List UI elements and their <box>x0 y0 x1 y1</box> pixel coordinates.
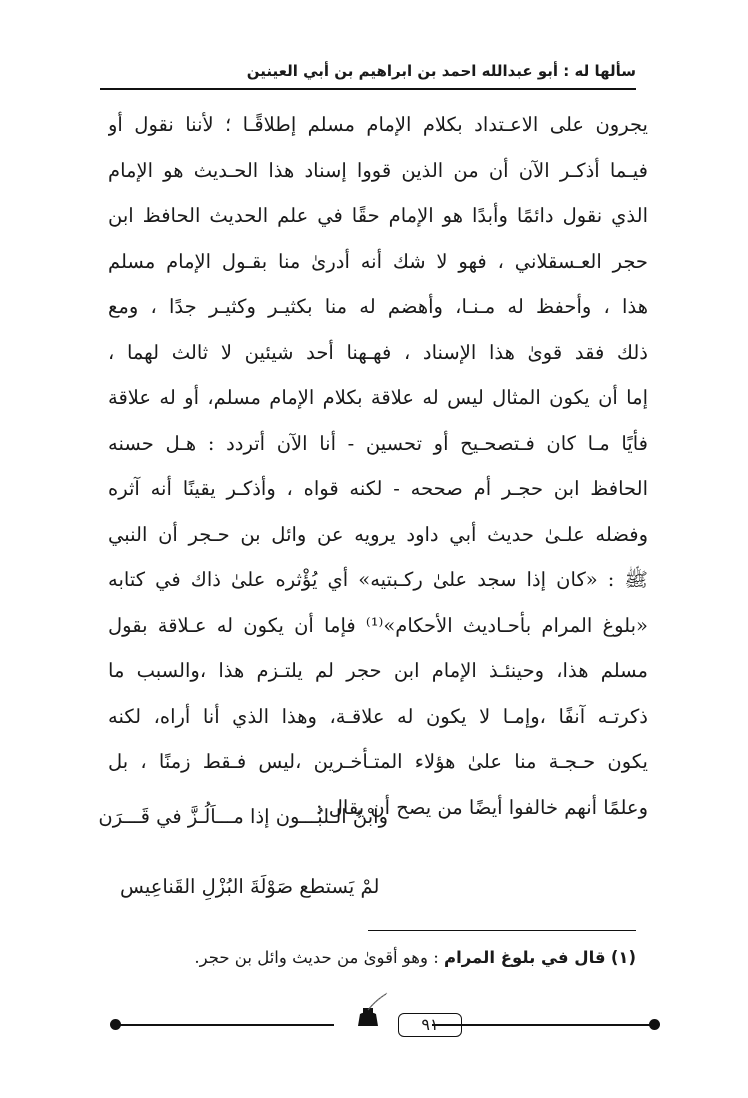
text-line: إما أن يكون المثال ليس له علاقة بكلام الإمام مسلم، أو له علاقة <box>108 386 648 409</box>
header-rule <box>100 88 636 90</box>
text-line: ذكرتـه آنفًا ،وإمـا لا يكون له علاقـة، وهذا الذي أنا أراه، لكنه <box>108 704 648 728</box>
verse-first-hemistich: وابْنُ الـلبُـــون إذا مـــاَلُـزَّ في قَـــرَن <box>98 805 388 828</box>
footnote-text: : وهو أقوىٰ من حديث وائل بن حجر. <box>194 948 439 967</box>
footer-line-right <box>432 1024 652 1026</box>
page-footer <box>110 1010 660 1040</box>
inkwell-icon <box>348 992 388 1028</box>
main-text <box>108 102 648 830</box>
verse-second-hemistich: لمْ يَستطع صَوْلَةَ البُزْلِ القَناعِيس <box>120 875 380 898</box>
running-header <box>100 62 636 92</box>
footnote-rule <box>368 930 636 931</box>
text-line: الذي نقول دائمًا وأبدًا هو الإمام حقًا في علم الحديث الحافظ ابن <box>108 204 648 227</box>
text-line: الحافظ ابن حجـر أم صححه - لكنه قواه ، وأذكـر يقينًا أنه آثره <box>108 477 648 500</box>
text-line: وعلمًا أنهم خالفوا أيضًا من يصح أن يقال : <box>315 795 648 819</box>
footer-dot-right <box>649 1019 660 1030</box>
text-line: «بلوغ المرام بأحـاديث الأحكام»⁽¹⁾ فإما أن يكون له عـلاقة بقول <box>108 613 648 637</box>
text-line: ذلك فقد قوىٰ هذا الإسناد ، فهـهنا أحد شيئين لا ثالث لهما ، <box>108 340 648 364</box>
text-line: ﷺ : «كان إذا سجد علىٰ ركـبتيه» أي يُؤْثره علىٰ ذاك في كتابه <box>108 568 648 591</box>
footnote-label: قال في بلوغ المرام <box>444 948 606 967</box>
text-line: حجر العـسقلاني ، فهو لا شك أنه أدرىٰ منا بقـول الإمام مسلم <box>108 249 648 273</box>
text-line: مسلم هذا، وحينئـذ الإمام ابن حجر لم يلتـزم هذا ،والسبب ما <box>108 659 648 682</box>
text-line: هذا ، وأحفظ له مـنـا، وأهضم له منا بكثيـر وكثيـر جدًا ، ومع <box>108 295 648 318</box>
text-line: فيـما أذكـر الآن أن من الذين قووا إسناد هذا الحـديث هو الإمام <box>108 158 648 182</box>
text-line: فأيًا مـا كان فـتصحـيح أو تحسين - أنا الآن أتردد : هـل حسنه <box>108 431 648 455</box>
header-title: سألها له : أبو عبدالله احمد بن ابراهيم بن أبي العينين <box>246 62 636 80</box>
footnote <box>100 945 636 971</box>
text-line: يجرون على الاعـتداد بكلام الإمام مسلم إطلاقًـا ؛ لأننا نقول أو <box>108 113 648 136</box>
text-line: وفضله علـىٰ حديث أبي داود يرويه عن وائل بن حـجر أن النبي <box>108 522 648 546</box>
page-number: ٩١ <box>398 1013 462 1037</box>
footnote-marker: (١) <box>610 948 636 967</box>
text-line: يكون حـجـة منا علىٰ هؤلاء المتـأخـرين ،ليس فـقط زمنًا ، بل <box>108 750 648 773</box>
footer-line-left <box>118 1024 334 1026</box>
